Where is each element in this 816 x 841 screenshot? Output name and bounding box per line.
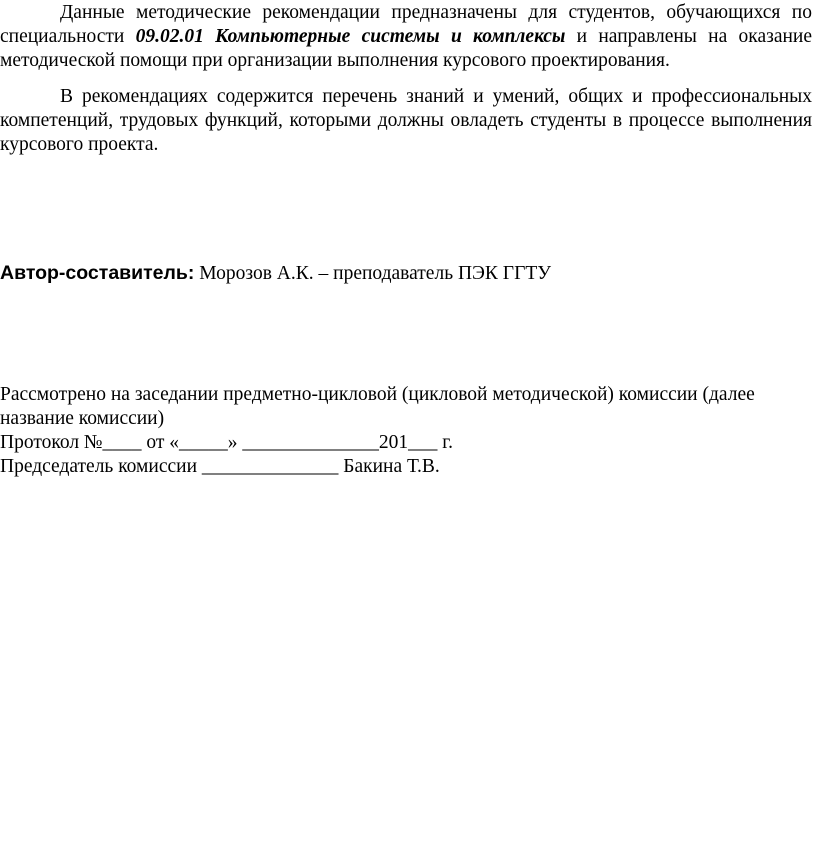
specialty-name: 09.02.01 Компьютерные системы и комплексы xyxy=(135,26,566,47)
author-line xyxy=(0,261,812,286)
review-block xyxy=(0,383,812,479)
intro-paragraph-1 xyxy=(0,1,812,73)
review-chairman: Председатель комиссии ______________ Бакина Т.В. xyxy=(0,456,440,477)
intro-paragraph-2: В рекомендациях содержится перечень знаний и умений, общих и профессиональных компетенций, трудовых функций, которыми должны овладеть студенты в процессе выполнения курсового проекта. xyxy=(0,86,812,155)
author-label: Автор-составитель: xyxy=(0,262,195,284)
review-considered: Рассмотрено на заседании предметно-цикловой (цикловой методической) комиссии (далее название комиссии) xyxy=(0,384,755,429)
intro-paragraph-1-start: Данные методические рекомендации предназначены для студентов, обучающихся по специальности xyxy=(0,2,812,47)
intro-paragraph-1-end: и направлены на оказание методической помощи при организации выполнения курсового проектирования. xyxy=(0,26,812,71)
review-protocol: Протокол №____ от «_____» ______________201___ г. xyxy=(0,432,453,453)
author-value: Морозов А.К. – преподаватель ПЭК ГГТУ xyxy=(194,263,552,284)
